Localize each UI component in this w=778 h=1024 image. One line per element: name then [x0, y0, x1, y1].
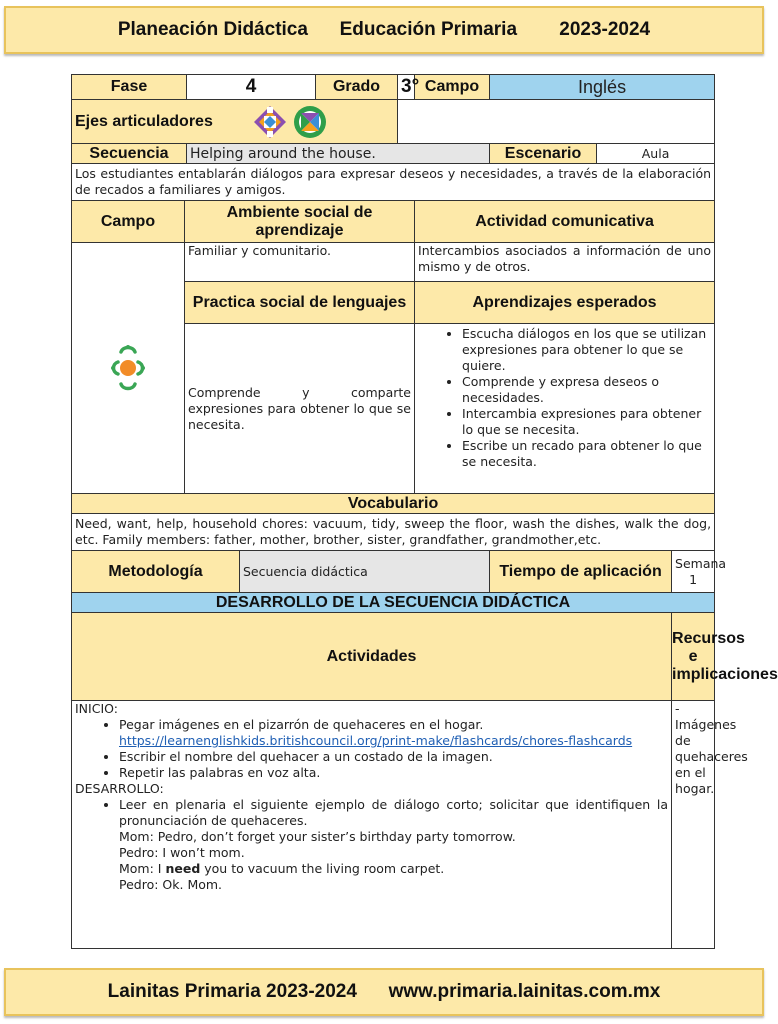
- recursos-value: -Imágenes de quehaceres en el hogar.: [672, 701, 715, 949]
- ambiente-header: Ambiente social de aprendizaje: [185, 201, 415, 243]
- aprendizajes-header: Aprendizajes esperados: [415, 282, 715, 324]
- dialogue-bold-word: need: [165, 861, 201, 876]
- desarrollo-title: DESARROLLO DE LA SECUENCIA DIDÁCTICA: [72, 593, 715, 613]
- ejes-cell: [72, 100, 398, 144]
- metodologia-value: Secuencia didáctica: [240, 551, 490, 593]
- recursos-label: Recursos e implicaciones: [672, 613, 715, 701]
- flashcards-link[interactable]: https://learnenglishkids.britishcouncil.org/print-make/flashcards/chores-flashcards: [119, 733, 633, 748]
- actividades-label: Actividades: [72, 613, 672, 701]
- fase-value: 4: [187, 75, 316, 100]
- aprendizaje-item: • Escucha diálogos en los que se utilizan expresiones para obtener lo que se quiere.: [462, 326, 711, 374]
- desarrollo-list: [75, 797, 668, 829]
- header-year: 2023-2024: [559, 19, 651, 40]
- inicio-item: [119, 717, 668, 749]
- secuencia-label: Secuencia: [72, 144, 187, 164]
- ejes-empty: [398, 100, 715, 144]
- campo-header: Campo: [72, 201, 185, 243]
- tiempo-label: Tiempo de aplicación: [490, 551, 672, 593]
- header-title: Planeación Didáctica: [117, 19, 308, 40]
- inicio-item-text: Pegar imágenes en el pizarrón de quehaceres en el hogar.: [119, 717, 484, 732]
- campo-value: Inglés: [490, 75, 715, 100]
- footer-url[interactable]: www.primaria.lainitas.com.mx: [388, 981, 661, 1002]
- dialogue-line: Mom: Pedro, don’t forget your sister’s birthday party tomorrow.: [119, 829, 516, 844]
- grado-label: Grado: [316, 75, 398, 100]
- planning-table: [71, 74, 778, 949]
- vocabulario-label: Vocabulario: [72, 494, 715, 514]
- aprendizaje-item: • Intercambia expresiones para obtener lo que se necesita.: [462, 406, 711, 438]
- dialogue-line: Pedro: Ok. Mom.: [119, 877, 223, 892]
- descripcion-text: Los estudiantes entablarán diálogos para expresar deseos y necesidades, a través de la elaboración de recados a familiares y amigos.: [72, 164, 715, 201]
- vocabulario-text: Need, want, help, household chores: vacuum, tidy, sweep the floor, wash the dishes, walk the dog, etc. Family members: father, mother, brother, sister, grandfather, grandmother,etc.: [72, 514, 715, 551]
- inicio-item: • Escribir el nombre del quehacer a un costado de la imagen.: [119, 749, 668, 765]
- aprendizaje-item: • Escribe un recado para obtener lo que se necesita.: [462, 438, 711, 470]
- campo-icon-cell: [72, 243, 185, 494]
- aprendizajes-cell: [415, 324, 715, 494]
- actividades-cell: [72, 701, 672, 949]
- desarrollo-label: DESARROLLO:: [75, 781, 164, 796]
- pensamiento-critico-icon: [252, 104, 288, 140]
- escenario-value: Aula: [597, 144, 715, 164]
- campo-label: Campo: [415, 75, 490, 100]
- ejes-label: Ejes articuladores: [75, 112, 213, 130]
- fase-label: Fase: [72, 75, 187, 100]
- tiempo-value: Semana 1: [672, 551, 715, 593]
- actividad-header: Actividad comunicativa: [415, 201, 715, 243]
- vida-saludable-icon: [292, 104, 328, 140]
- inicio-list: [75, 717, 668, 781]
- ambiente-value: Familiar y comunitario.: [185, 243, 415, 282]
- practica-value: Comprende y comparte expresiones para obtener lo que se necesita.: [185, 324, 415, 494]
- practica-header: Practica social de lenguajes: [185, 282, 415, 324]
- dialogue-line: Pedro: I won’t mom.: [119, 845, 245, 860]
- metodologia-label: Metodología: [72, 551, 240, 593]
- dialogue-line: Mom: I need you to vacuum the living room carpet.: [119, 861, 445, 876]
- secuencia-value: Helping around the house.: [187, 144, 490, 164]
- aprendizajes-list: [418, 326, 711, 470]
- footer-brand: Lainitas Primaria 2023-2024: [107, 981, 357, 1002]
- inicio-item: • Repetir las palabras en voz alta.: [119, 765, 668, 781]
- grado-value: 3°: [398, 75, 415, 100]
- header-level: Educación Primaria: [339, 19, 518, 40]
- escenario-label: Escenario: [490, 144, 597, 164]
- inicio-label: INICIO:: [75, 701, 118, 716]
- header-banner: [4, 6, 764, 54]
- desarrollo-item: • Leer en plenaria el siguiente ejemplo de diálogo corto; solicitar que identifiquen la pronunciación de quehaceres.: [119, 797, 668, 829]
- actividad-value: Intercambios asociados a información de uno mismo y de otros.: [415, 243, 715, 282]
- footer-banner: [4, 968, 764, 1016]
- aprendizaje-item: • Comprende y expresa deseos o necesidades.: [462, 374, 711, 406]
- campo-icon: [108, 342, 148, 392]
